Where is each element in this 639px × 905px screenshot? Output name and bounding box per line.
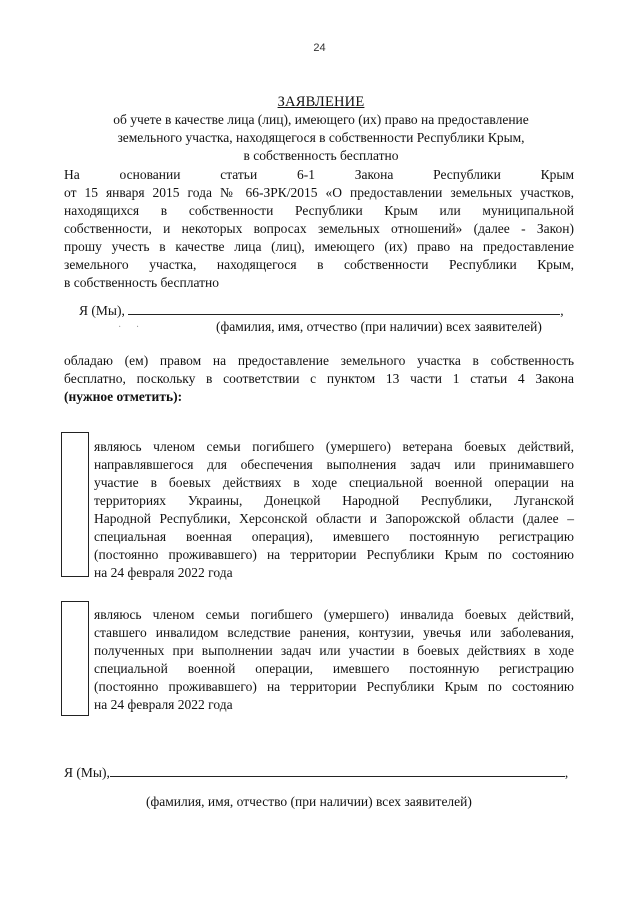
subtitle-line: земельного участка, находящегося в собственности Республики Крым, (117, 130, 525, 145)
option-1-line: являюсь членом семьи погибшего (умершего) ветерана боевых действий, (94, 439, 574, 454)
intro-line: собственности, и некоторых вопросах земельных отношений» (далее - Закон) (64, 221, 574, 236)
applicant-row-2 (64, 764, 574, 782)
right-line: обладаю (ем) правом на предоставление земельного участка в собственность (64, 353, 574, 368)
page-number: 24 (313, 42, 326, 54)
option-1-line: направлявшегося для обеспечения выполнения задач или принимавшего (94, 457, 574, 472)
document-title: ЗАЯВЛЕНИЕ (277, 94, 365, 110)
intro-line: в собственность бесплатно (64, 275, 219, 290)
applicant-hint: (фамилия, имя, отчество (при наличии) всех заявителей) (146, 794, 472, 809)
scan-specks: · · (118, 322, 146, 333)
applicant-trailing-comma: , (564, 765, 569, 780)
right-line: бесплатно, поскольку в соответствии с пунктом 13 части 1 статьи 4 Закона (64, 371, 574, 386)
applicant-hint: (фамилия, имя, отчество (при наличии) всех заявителей) (216, 319, 542, 334)
option-1-line: Народной Республики, Херсонской области и Запорожской области (далее – (94, 511, 574, 526)
intro-line: На основании статьи 6-1 Закона Республики Крым (64, 167, 574, 182)
subtitle-line: в собственность бесплатно (243, 148, 399, 163)
option-1-line: (постоянно проживавшего) на территории Республики Крым по состоянию (94, 547, 574, 562)
intro-line: от 15 января 2015 года № 66-ЗРК/2015 «О предоставлении земельных участков, (64, 185, 574, 200)
option-2-line: (постоянно проживавшего) на территории Республики Крым по состоянию (94, 679, 574, 694)
right-paragraph (64, 352, 574, 406)
applicant-label: Я (Мы), (64, 765, 110, 780)
intro-line: прошу учесть в качестве лица (лиц), имеющего (их) право на предоставление (64, 239, 574, 254)
applicant-trailing-comma: , (560, 303, 564, 318)
option-2-checkbox[interactable] (61, 601, 89, 716)
option-1-line: участие в боевых действиях в ходе специальной военной операции на (94, 475, 574, 490)
applicant-label: Я (Мы), (79, 303, 125, 318)
option-2-line: являюсь членом семьи погибшего (умершего) инвалида боевых действий, (94, 607, 574, 622)
intro-line: земельного участка, находящегося в собственности Республики Крым, (64, 257, 574, 272)
option-1-checkbox[interactable] (61, 432, 89, 577)
option-2-line: ставшего инвалидом вследствие ранения, контузии, увечья или заболевания, (94, 625, 574, 640)
option-2-line: на 24 февраля 2022 года (94, 697, 233, 712)
right-note: (нужное отметить): (64, 389, 183, 404)
title-block (60, 93, 582, 165)
option-1-line: специальная военная операция), имевшего постоянную регистрацию (94, 529, 574, 544)
option-1-text (94, 438, 574, 582)
option-1-line: на 24 февраля 2022 года (94, 565, 233, 580)
subtitle-line: об учете в качестве лица (лиц), имеющего (их) право на предоставление (113, 112, 529, 127)
option-1-line: территориях Украины, Донецкой Народной Республики, Луганской (94, 493, 574, 508)
intro-line: находящихся в собственности Республики Крым или муниципальной (64, 203, 574, 218)
intro-paragraph (64, 166, 574, 292)
applicant-name-field[interactable] (110, 776, 565, 777)
option-2-text (94, 606, 574, 714)
applicant-name-field[interactable] (128, 314, 560, 315)
option-2-line: специальной военной операции, имевшего постоянную регистрацию (94, 661, 574, 676)
option-2-line: полученных при выполнении задач или участии в боевых действиях в ходе (94, 643, 574, 658)
